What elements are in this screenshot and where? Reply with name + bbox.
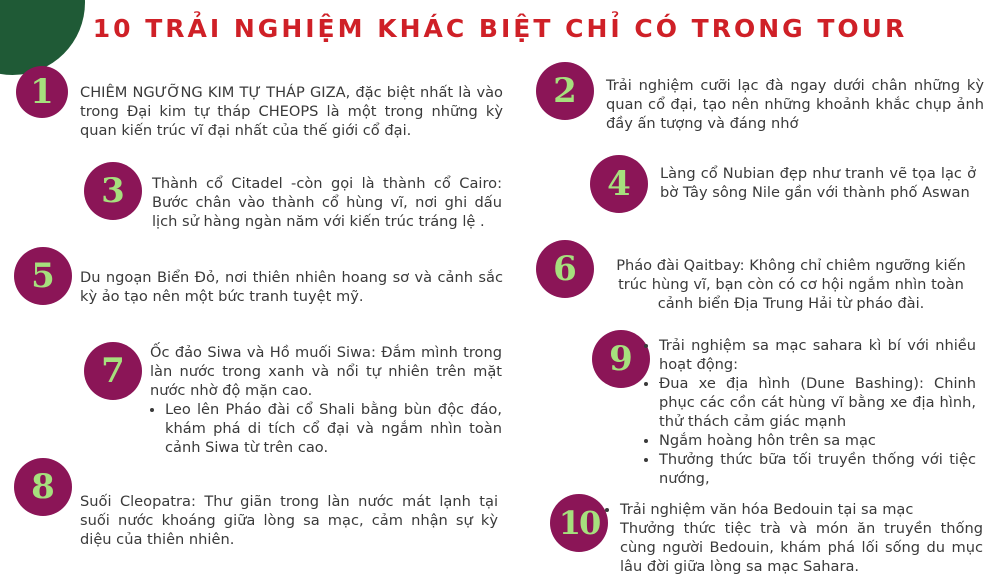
number-badge-3: 3 <box>84 162 142 220</box>
number-badge-10: 10 <box>550 494 608 552</box>
list-item: Ốc đảo Siwa và Hồ muối Siwa: Đắm mình trong làn nước trong xanh và nổi tự nhiên trên mặt nước nhờ độ mặn cao. <box>150 344 502 399</box>
item-7-text <box>150 343 502 457</box>
list-item: • Leo lên Pháo đài cổ Shali bằng bùn độc đáo, khám phá di tích cổ đại và ngắm nhìn toàn cảnh Siwa từ trên cao. <box>165 400 502 457</box>
item-10-bullets <box>605 500 983 576</box>
item-5-text: Du ngoạn Biển Đỏ, nơi thiên nhiên hoang sơ và cảnh sắc kỳ ảo tạo nên một bức tranh tuyệt mỹ. <box>80 269 503 305</box>
list-item: • Trải nghiệm văn hóa Bedouin tại sa mạc <box>620 500 983 519</box>
item-7-bullets-2 <box>150 400 502 457</box>
item-9-bullets <box>644 336 976 488</box>
number-badge-5: 5 <box>14 247 72 305</box>
list-item: • Thưởng thức bữa tối truyền thống với tiệc nướng, <box>659 450 976 488</box>
number-badge-8: 8 <box>14 458 72 516</box>
list-item: Thưởng thức tiệc trà và món ăn truyền thống cùng người Bedouin, khám phá lối sống du mục lâu đời giữa lòng sa mạc Sahara. <box>620 520 983 575</box>
number-badge-6: 6 <box>536 240 594 298</box>
item-9-text <box>644 336 976 488</box>
number-badge-9: 9 <box>592 330 650 388</box>
number-badge-7: 7 <box>84 342 142 400</box>
list-item: • Đua xe địa hình (Dune Bashing): Chinh phục các cồn cát hùng vĩ bằng xe địa hình, thử thách cảm giác mạnh <box>659 374 976 431</box>
item-7-bullets <box>150 343 502 400</box>
number-badge-2: 2 <box>536 62 594 120</box>
list-item: • Ngắm hoàng hôn trên sa mạc <box>659 431 976 450</box>
page-title: 10 TRẢI NGHIỆM KHÁC BIỆT CHỈ CÓ TRONG TOUR <box>92 14 908 43</box>
item-3-text: Thành cổ Citadel -còn gọi là thành cổ Cairo: Bước chân vào thành cổ hùng vĩ, nơi ghi dấu lịch sử hàng ngàn năm với kiến trúc tráng lệ . <box>152 175 502 230</box>
list-item: • Trải nghiệm sa mạc sahara kì bí với nhiều hoạt động: <box>659 336 976 374</box>
number-badge-1: 1 <box>16 66 68 118</box>
item-10-text <box>605 500 983 576</box>
number-badge-4: 4 <box>590 155 648 213</box>
item-8-text: Suối Cleopatra: Thư giãn trong làn nước mát lạnh tại suối nước khoáng giữa lòng sa mạc, cảm nhận sự kỳ diệu của thiên nhiên. <box>80 493 498 548</box>
item-2-text: Trải nghiệm cưỡi lạc đà ngay dưới chân những kỳ quan cổ đại, tạo nên những khoảnh khắc chụp ảnh đầy ấn tượng và đáng nhớ <box>606 77 984 132</box>
item-4-text: Làng cổ Nubian đẹp như tranh vẽ tọa lạc ở bờ Tây sông Nile gần với thành phố Aswan <box>660 165 976 201</box>
item-6-text: Pháo đài Qaitbay: Không chỉ chiêm ngưỡng kiến trúc hùng vĩ, bạn còn có cơ hội ngắm nhìn toàn cảnh biển Địa Trung Hải từ pháo đài. <box>616 257 966 312</box>
item-1-text: CHIÊM NGƯỠNG KIM TỰ THÁP GIZA, đặc biệt nhất là vào trong Đại kim tự tháp CHEOPS là một trong những kỳ quan kiến trúc vĩ đại nhất của thế giới cổ đại. <box>80 84 503 139</box>
